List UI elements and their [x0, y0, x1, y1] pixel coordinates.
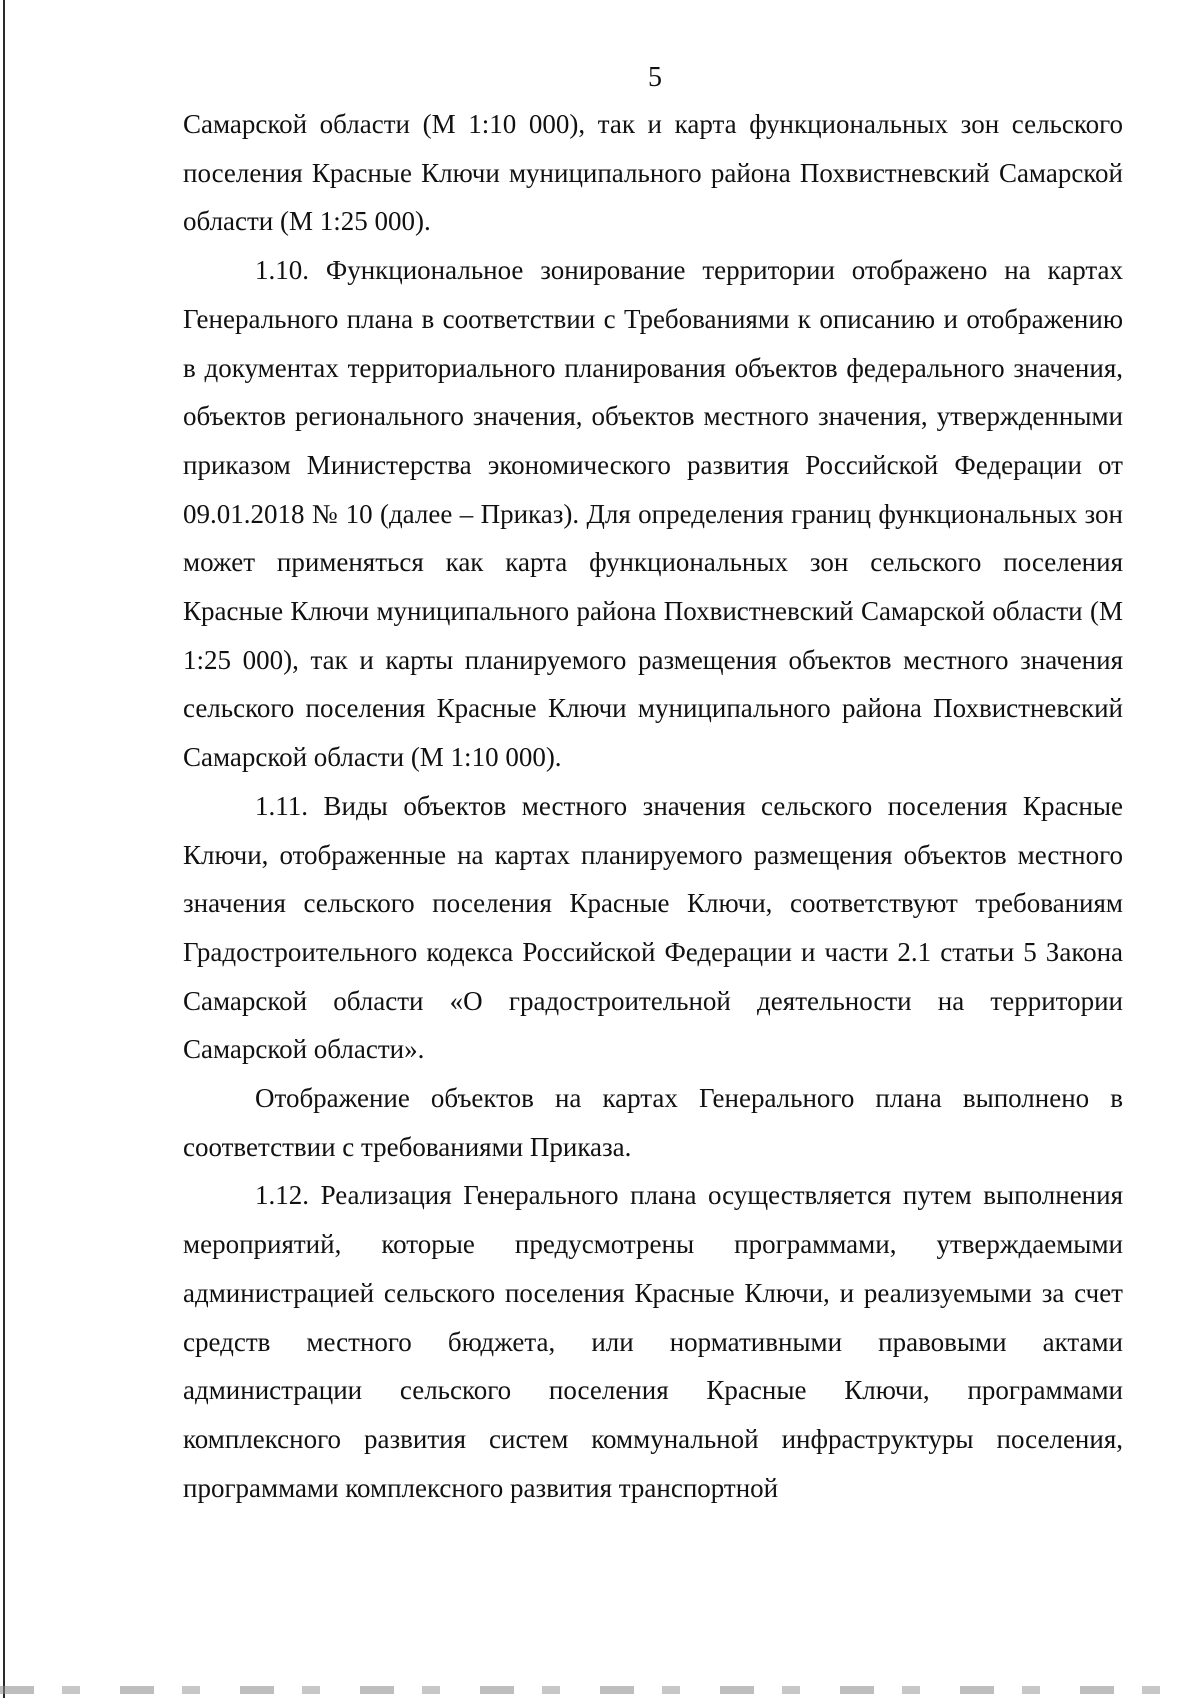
paragraph-continuation: Самарской области (М 1:10 000), так и карта функциональных зон сельского поселения Красные Ключи муниципального района Похвистневский Самарской области (М 1:25 000).	[183, 109, 1123, 237]
paragraph-1-11: 1.11. Виды объектов местного значения сельского поселения Красные Ключи, отображенные на картах планируемого размещения объектов местного значения сельского поселения Красные Ключи, соответствуют требованиям Градостроительного кодекса Российской Федерации и части 2.1 статьи 5 Закона Самарской области «О градостроительной деятельности на территории Самарской области».	[183, 790, 1123, 1065]
page-number: 5	[648, 62, 662, 93]
page-left-border	[3, 0, 5, 1698]
scan-bottom-edge	[0, 1686, 1200, 1694]
paragraph-1-12: 1.12. Реализация Генерального плана осуществляется путем выполнения мероприятий, которые предусмотрены программами, утверждаемыми администрацией сельского поселения Красные Ключи, и реализуемыми за счет средств местного бюджета, или нормативными правовыми актами администрации сельского поселения Красные Ключи, программами комплексного развития систем коммунальной инфраструктуры поселения, программами комплексного развития транспортной	[183, 1180, 1123, 1503]
document-body	[183, 100, 1123, 1512]
paragraph-1-10: 1.10. Функциональное зонирование территории отображено на картах Генерального плана в соответствии с Требованиями к описанию и отображению в документах территориального планирования объектов федерального значения, объектов регионального значения, объектов местного значения, утвержденными приказом Министерства экономического развития Российской Федерации от 09.01.2018 № 10 (далее – Приказ). Для определения границ функциональных зон может применяться как карта функциональных зон сельского поселения Красные Ключи муниципального района Похвистневский Самарской области (М 1:25 000), так и карты планируемого размещения объектов местного значения сельского поселения Красные Ключи муниципального района Похвистневский Самарской области (М 1:10 000).	[183, 255, 1123, 773]
paragraph-display: Отображение объектов на картах Генерального плана выполнено в соответствии с требованиями Приказа.	[183, 1083, 1123, 1162]
